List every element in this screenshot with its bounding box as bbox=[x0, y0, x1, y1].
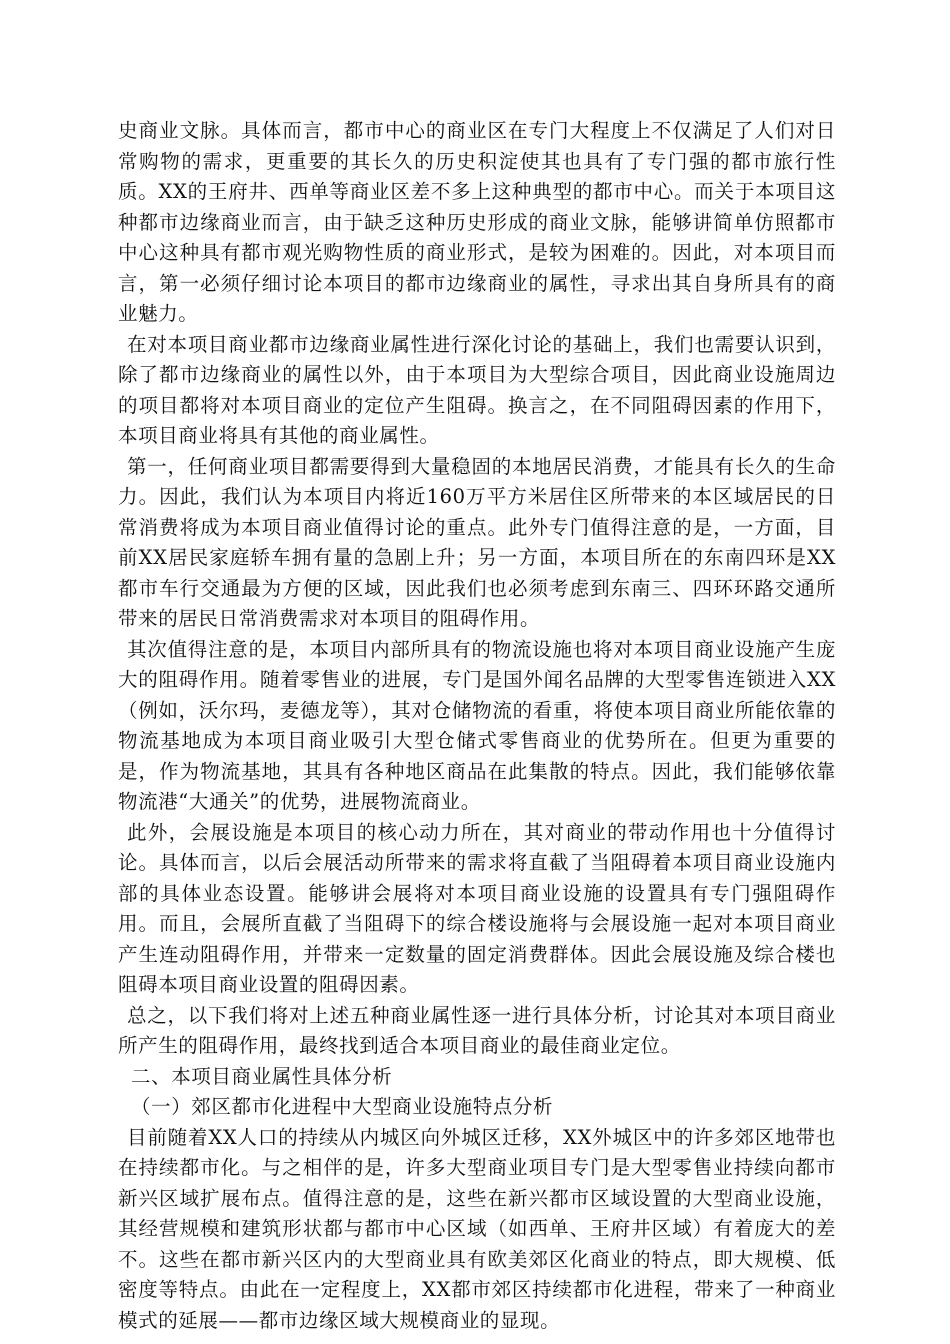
paragraph: 在对本项目商业都市边缘商业属性进行深化讨论的基础上，我们也需要认识到，除了都市边缘商业的属性以外，由于本项目为大型综合项目，因此商业设施周边的项目都将对本项目商业的定位产生阻碍。换言之，在不同阻碍因素的作用下，本项目商业将具有其他的商业属性。 bbox=[118, 332, 836, 447]
paragraph: 其次值得注意的是，本项目内部所具有的物流设施也将对本项目商业设施产生庞大的阻碍作用。随着零售业的进展，专门是国外闻名品牌的大型零售连锁进入XX（例如，沃尔玛，麦德龙等），其对仓储物流的看重，将使本项目商业所能依靠的物流基地成为本项目商业吸引大型仓储式零售商业的优势所在。但更为重要的是，作为物流基地，其具有各种地区商品在此集散的特点。因此，我们能够依靠物流港“大通关”的优势，进展物流商业。 bbox=[118, 637, 836, 813]
paragraph: 总之，以下我们将对上述五种商业属性逐一进行具体分析，讨论其对本项目商业所产生的阻碍作用，最终找到适合本项目商业的最佳商业定位。 bbox=[118, 1003, 836, 1057]
document-page bbox=[118, 116, 836, 1336]
paragraph: 此外，会展设施是本项目的核心动力所在，其对商业的带动作用也十分值得讨论。具体而言，以后会展活动所带来的需求将直截了当阻碍着本项目商业设施内部的具体业态设置。能够讲会展将对本项目商业设施的设置具有专门强阻碍作用。而且，会展所直截了当阻碍下的综合楼设施将与会展设施一起对本项目商业产生连动阻碍作用，并带来一定数量的固定消费群体。因此会展设施及综合楼也阻碍本项目商业设置的阻碍因素。 bbox=[118, 820, 836, 996]
paragraph-continued: 史商业文脉。具体而言，都市中心的商业区在专门大程度上不仅满足了人们对日常购物的需求，更重要的其长久的历史积淀使其也具有了专门强的都市旅行性质。XX的王府井、西单等商业区差不多上这种典型的都市中心。而关于本项目这种都市边缘商业而言，由于缺乏这种历史形成的商业文脉，能够讲简单仿照都市中心这种具有都市观光购物性质的商业形式，是较为困难的。因此，对本项目而言，第一必须仔细讨论本项目的都市边缘商业的属性，寻求出其自身所具有的商业魅力。 bbox=[118, 119, 836, 325]
section-heading: 二、本项目商业属性具体分析 bbox=[131, 1064, 393, 1088]
subsection-heading: （一）郊区都市化进程中大型商业设施特点分析 bbox=[131, 1095, 554, 1118]
paragraph: 目前随着XX人口的持续从内城区向外城区迁移，XX外城区中的许多郊区地带也在持续都市化。与之相伴的是，许多大型商业项目专门是大型零售业持续向都市新兴区域扩展布点。值得注意的是，这些在新兴都市区域设置的大型商业设施，其经营规模和建筑形状都与都市中心区域（如西单、王府井区域）有着庞大的差不。这些在都市新兴区内的大型商业具有欧美郊区化商业的特点，即大规模、低密度等特点。由此在一定程度上，XX都市郊区持续都市化进程，带来了一种商业模式的延展——都市边缘区域大规模商业的显现。 bbox=[118, 1125, 836, 1332]
paragraph: 第一，任何商业项目都需要得到大量稳固的本地居民消费，才能具有长久的生命力。因此，我们认为本项目内将近160万平方米居住区所带来的本区域居民的日常消费将成为本项目商业值得讨论的重点。此外专门值得注意的是，一方面，目前XX居民家庭轿车拥有量的急剧上升；另一方面，本项目所在的东南四环是XX都市车行交通最为方便的区域，因此我们也必须考虑到东南三、四环环路交通所带来的居民日常消费需求对本项目的阻碍作用。 bbox=[118, 454, 836, 630]
